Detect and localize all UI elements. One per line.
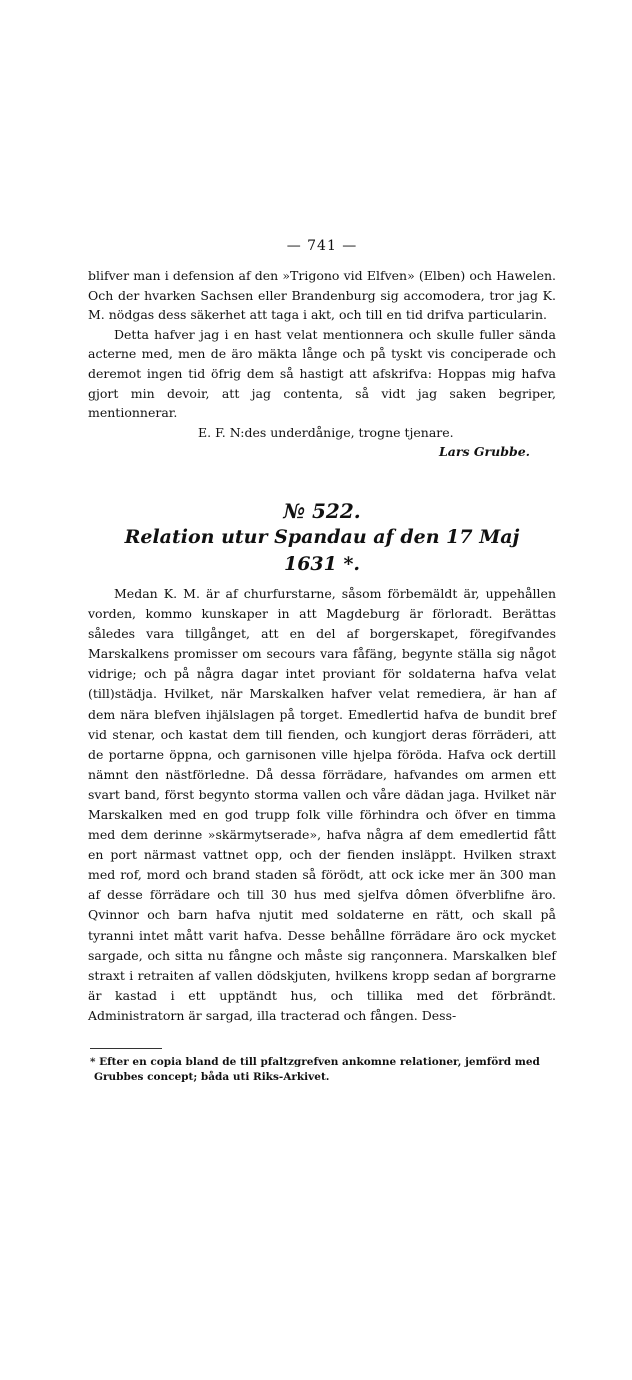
- letter-signoff: E. F. N:des underdånige, trogne tjenare.: [198, 424, 454, 440]
- document-body: [88, 584, 556, 1026]
- footnote: * Efter en copia bland de till pfaltzgrefven ankomne relationer, jemförd med Grubbes concept; båda uti Riks-Arkivet.: [90, 1056, 540, 1083]
- document-number: № 522.: [283, 498, 361, 523]
- footnote-divider: [90, 1048, 162, 1049]
- page-number: — 741 —: [286, 238, 358, 254]
- letter-paragraph-2: Detta hafver jag i en hast velat mentionnera och skulle fuller sända acterne med, men de äro mäkta långe och på tyskt vis conciperade och deremot ingen tid öfrig dem så hastigt att afskrifva: Hoppas mig hafva gjort min devoir, att jag contenta, så vidt jag saken begriper, mentionnerar.: [88, 326, 556, 421]
- document-title-line-2: 1631 *.: [283, 552, 361, 575]
- document-body-paragraph: Medan K. M. är af churfurstarne, såsom förbemäldt är, uppehållen vorden, kommo kunskaper in att Magdeburg är förloradt. Berättas således vara tillgånget, att en del af borgerskapet, föregifvandes Marskalkens promisser om secours vara fåfäng, begynte ställa sig något vidrige; och på några dagar intet proviant för soldaterna hafva velat (till)städja. Hvilket, när Marskalken hafver velat remediera, är han af dem nära blefven ihjälslagen på torget. Emedlertid hafva de bundit bref vid stenar, och kastat dem till fienden, och kungjort deras förräderi, att de portarne öppna, och garnisonen ville hjelpa föröda. Hafva ock dertill nämnt den nästförledne. Då dessa förrädare, hafvandes om armen ett svart band, först begynto storma vallen och våre dädan jaga. Hvilket när Marskalken med en god trupp folk ville förhindra och öfver en timma med dem derinne »skärmytserade», hafva några af dem emedlertid fått en port närmast vattnet opp, och der fienden insläppt. Hvilken straxt med rof, mord och brand staden så förödt, att ock icke mer än 300 man af desse förrädare och till 30 hus med sjelfva dômen öfverblifne äro. Qvinnor och barn hafva njutit med soldaterne en rätt, och skall på tyranni intet mått varit hafva. Desse behållne förrädare äro ock mycket sargade, och sitta nu fångne och måste sig rançonnera. Marskalken blef straxt i retraiten af vallen dödskjuten, hvilkens kropp sedan af borgrarne är kastad i ett upptändt hus, och tillika med det förbrändt. Administratorn är sargad, illa tracterad och fången. Dess-: [88, 585, 556, 1023]
- document-title-line-1: Relation utur Spandau af den 17 Maj: [124, 525, 520, 548]
- document-title: [88, 524, 556, 578]
- document-page: [88, 238, 556, 1085]
- letter-signature: Lars Grubbe.: [439, 444, 530, 460]
- letter-paragraph-1: blifver man i defension af den »Trigono vid Elfven» (Elben) och Hawelen. Och der hvarken Sachsen eller Brandenburg sig accomodera, tror jag K. M. nödgas dess säkerhet att taga i akt, och till en tid drifva particularin.: [88, 268, 556, 323]
